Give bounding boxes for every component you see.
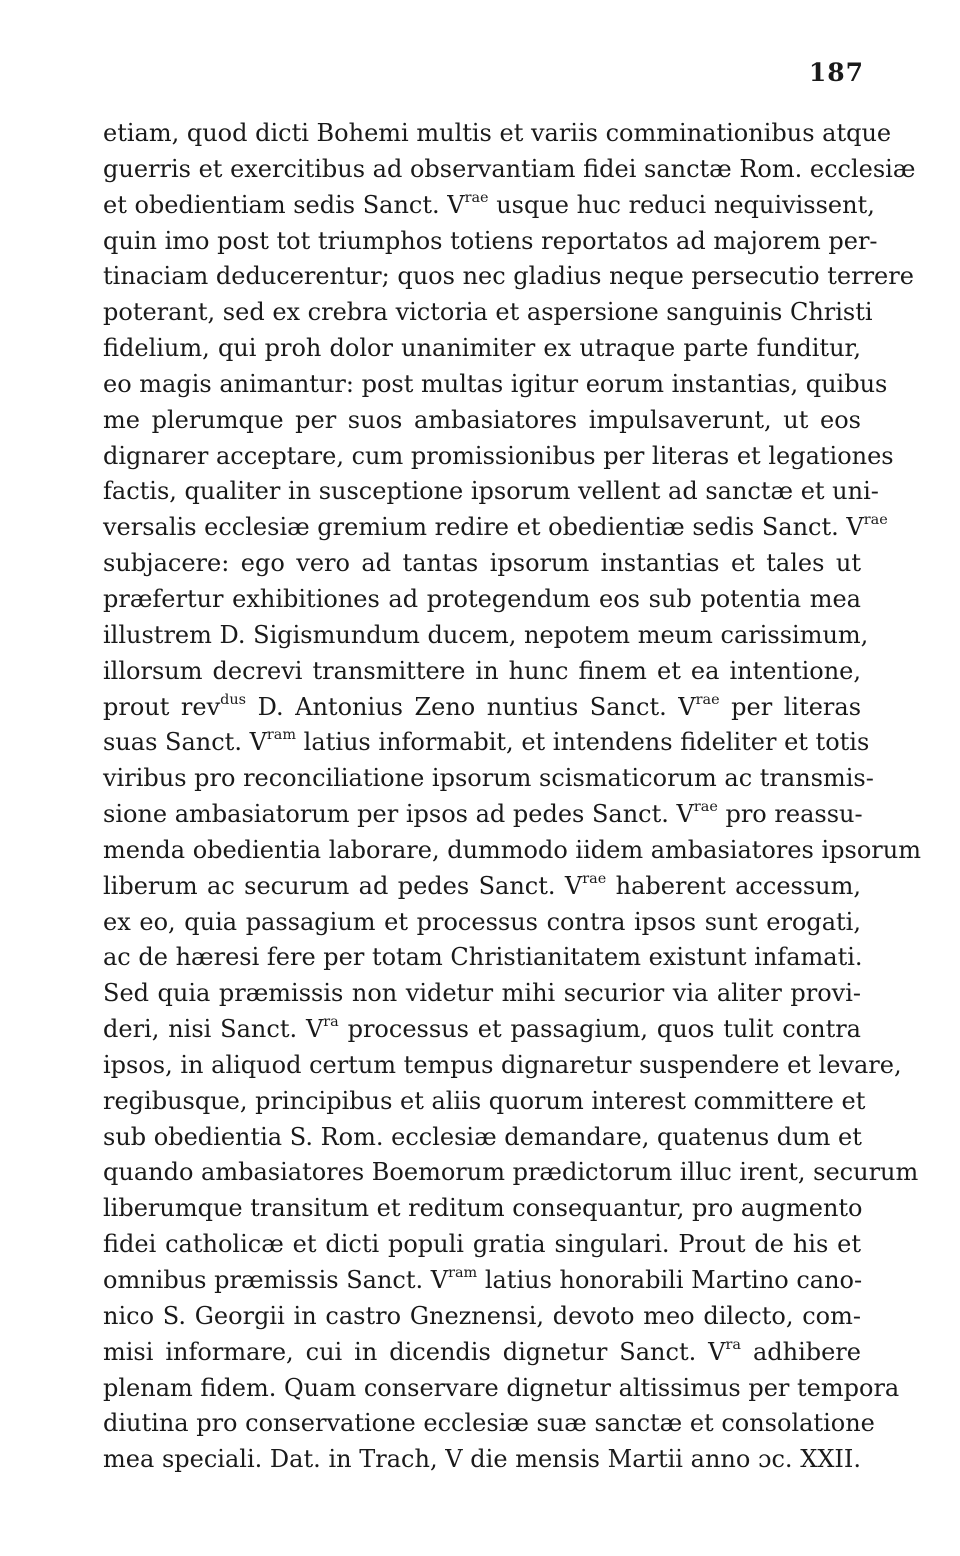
text-line bbox=[103, 546, 861, 582]
text-segment: fidei catholicæ et dicti populi gratia singulari. Prout de his et bbox=[103, 1230, 861, 1259]
text-segment: adhibere bbox=[740, 1337, 861, 1366]
text-segment: ipsos, in aliquod certum tempus dignaretur suspendere et levare, bbox=[103, 1050, 902, 1079]
text-line bbox=[103, 1191, 861, 1227]
text-line bbox=[103, 367, 888, 403]
text-segment: fidelium, qui proh dolor unanimiter ex utraque parte funditur, bbox=[103, 334, 861, 363]
text-line bbox=[103, 1335, 861, 1371]
text-segment: pro reassu- bbox=[717, 800, 863, 829]
text-line bbox=[103, 403, 861, 439]
text-segment: latius honorabili Martino cano- bbox=[477, 1266, 863, 1294]
text-segment: menda obedientia laborare, dummodo iidem ambasiatores ipsorum bbox=[103, 835, 921, 864]
text-line bbox=[103, 582, 861, 618]
text-line bbox=[103, 439, 894, 475]
text-line bbox=[103, 725, 870, 761]
superscript-abbreviation: rae bbox=[863, 512, 888, 529]
text-segment: illustrem D. Sigismundum ducem, nepotem meum carissimum, bbox=[103, 620, 869, 649]
text-line bbox=[103, 116, 892, 152]
text-line bbox=[103, 654, 861, 690]
text-segment: quin imo post tot triumphos totiens reportatos ad majorem per- bbox=[103, 226, 878, 255]
text-segment: plenam fidem. Quam conservare dignetur altissimus per tempora bbox=[103, 1373, 900, 1402]
text-segment: deri, nisi Sanct. V bbox=[103, 1015, 324, 1044]
text-line bbox=[103, 1012, 861, 1048]
text-segment: processus et passagium, quos tulit contra bbox=[338, 1015, 861, 1044]
text-line bbox=[103, 510, 888, 546]
text-segment: guerris et exercitibus ad observantiam fidei sanctæ Rom. ecclesiæ bbox=[103, 154, 916, 183]
text-segment: versalis ecclesiæ gremium redire et obedientiæ sedis Sanct. V bbox=[103, 513, 864, 542]
text-segment: dignarer acceptare, cum promissionibus per literas et legationes bbox=[103, 441, 894, 470]
text-line bbox=[103, 331, 861, 367]
text-segment: tinaciam deducerentur; quos nec gladius neque persecutio terrere bbox=[103, 262, 914, 291]
text-segment: eo magis animantur: post multas igitur eorum instantias, quibus bbox=[103, 369, 888, 398]
text-segment: liberum ac securum ad pedes Sanct. V bbox=[103, 871, 583, 900]
text-line bbox=[103, 1406, 875, 1442]
text-line bbox=[103, 1442, 861, 1478]
text-segment: suas Sanct. V bbox=[103, 728, 267, 757]
text-segment: sub obedientia S. Rom. ecclesiæ demandare, quatenus dum et bbox=[103, 1122, 862, 1151]
superscript-abbreviation: ra bbox=[725, 1336, 741, 1353]
text-segment: latius informabit, et intendens fideliter et totis bbox=[296, 728, 870, 757]
text-line bbox=[103, 1084, 866, 1120]
text-segment: D. Antonius Zeno nuntius Sanct. V bbox=[246, 692, 696, 721]
text-line bbox=[103, 690, 861, 726]
text-segment: liberumque transitum et reditum consequantur, pro augmento bbox=[103, 1194, 863, 1223]
text-line bbox=[103, 259, 914, 295]
text-segment: nico S. Georgii in castro Gneznensi, devoto meo dilecto, com- bbox=[103, 1301, 861, 1330]
text-line bbox=[103, 976, 861, 1012]
text-line bbox=[103, 224, 878, 260]
text-segment: usque huc reduci nequivissent, bbox=[488, 190, 875, 219]
text-segment: præfertur exhibitiones ad protegendum eos sub potentia mea bbox=[103, 584, 861, 613]
text-line bbox=[103, 1371, 900, 1407]
text-segment: sione ambasiatorum per ipsos ad pedes Sanct. V bbox=[103, 800, 694, 829]
text-segment: omnibus præmissis Sanct. V bbox=[103, 1266, 449, 1294]
superscript-abbreviation: dus bbox=[220, 691, 247, 708]
superscript-abbreviation: rae bbox=[693, 799, 718, 816]
text-segment: diutina pro conservatione ecclesiæ suæ sanctæ et consolatione bbox=[103, 1409, 875, 1438]
letter-body bbox=[103, 116, 921, 1478]
text-segment: factis, qualiter in susceptione ipsorum vellent ad sanctæ et uni- bbox=[103, 477, 879, 506]
text-segment: mea speciali. Dat. in Trach, V die mensis Martii anno ɔc. XXII. bbox=[103, 1445, 861, 1474]
text-line bbox=[103, 474, 879, 510]
text-segment: etiam, quod dicti Bohemi multis et variis comminationibus atque bbox=[103, 119, 892, 147]
text-segment: regibusque, principibus et aliis quorum interest committere et bbox=[103, 1086, 866, 1115]
text-segment: quando ambasiatores Boemorum prædictorum illuc irent, securum bbox=[103, 1158, 919, 1187]
superscript-abbreviation: rae bbox=[582, 870, 607, 887]
text-line bbox=[103, 797, 861, 833]
text-line bbox=[103, 869, 861, 905]
superscript-abbreviation: ram bbox=[448, 1265, 478, 1282]
text-segment: et obedientiam sedis Sanct. V bbox=[103, 190, 465, 219]
text-segment: haberent accessum, bbox=[606, 871, 861, 900]
text-line bbox=[103, 1299, 861, 1335]
text-line bbox=[103, 1048, 902, 1084]
text-segment: illorsum decrevi transmittere in hunc finem et ea intentione, bbox=[103, 656, 861, 685]
text-line bbox=[103, 618, 869, 654]
superscript-abbreviation: rae bbox=[695, 691, 720, 708]
page-number: 187 bbox=[808, 58, 864, 87]
text-line bbox=[103, 1120, 861, 1156]
text-line bbox=[103, 905, 861, 941]
text-line bbox=[103, 833, 921, 869]
text-line bbox=[103, 295, 873, 331]
text-segment: prout rev bbox=[103, 692, 221, 721]
text-line bbox=[103, 1227, 861, 1263]
text-segment: subjacere: ego vero ad tantas ipsorum instantias et tales ut bbox=[103, 549, 861, 578]
text-line bbox=[103, 761, 874, 797]
text-line bbox=[103, 152, 916, 188]
text-segment: me plerumque per suos ambasiatores impulsaverunt, ut eos bbox=[103, 405, 861, 434]
text-segment: poterant, sed ex crebra victoria et aspersione sanguinis Christi bbox=[103, 298, 873, 327]
text-segment: viribus pro reconciliatione ipsorum scismaticorum ac transmis- bbox=[103, 764, 874, 793]
text-line bbox=[103, 940, 861, 976]
superscript-abbreviation: rae bbox=[464, 189, 489, 206]
text-line bbox=[103, 1263, 861, 1299]
text-segment: Sed quia præmissis non videtur mihi securior via aliter provi- bbox=[103, 979, 861, 1008]
text-segment: ac de hæresi fere per totam Christianitatem existunt infamati. bbox=[103, 943, 863, 972]
text-segment: misi informare, cui in dicendis dignetur Sanct. V bbox=[103, 1337, 726, 1366]
text-segment: per literas bbox=[719, 692, 862, 721]
text-line bbox=[103, 188, 875, 224]
text-segment: ex eo, quia passagium et processus contra ipsos sunt erogati, bbox=[103, 907, 861, 936]
superscript-abbreviation: ram bbox=[266, 727, 297, 744]
text-line bbox=[103, 1155, 919, 1191]
superscript-abbreviation: ra bbox=[323, 1014, 339, 1031]
